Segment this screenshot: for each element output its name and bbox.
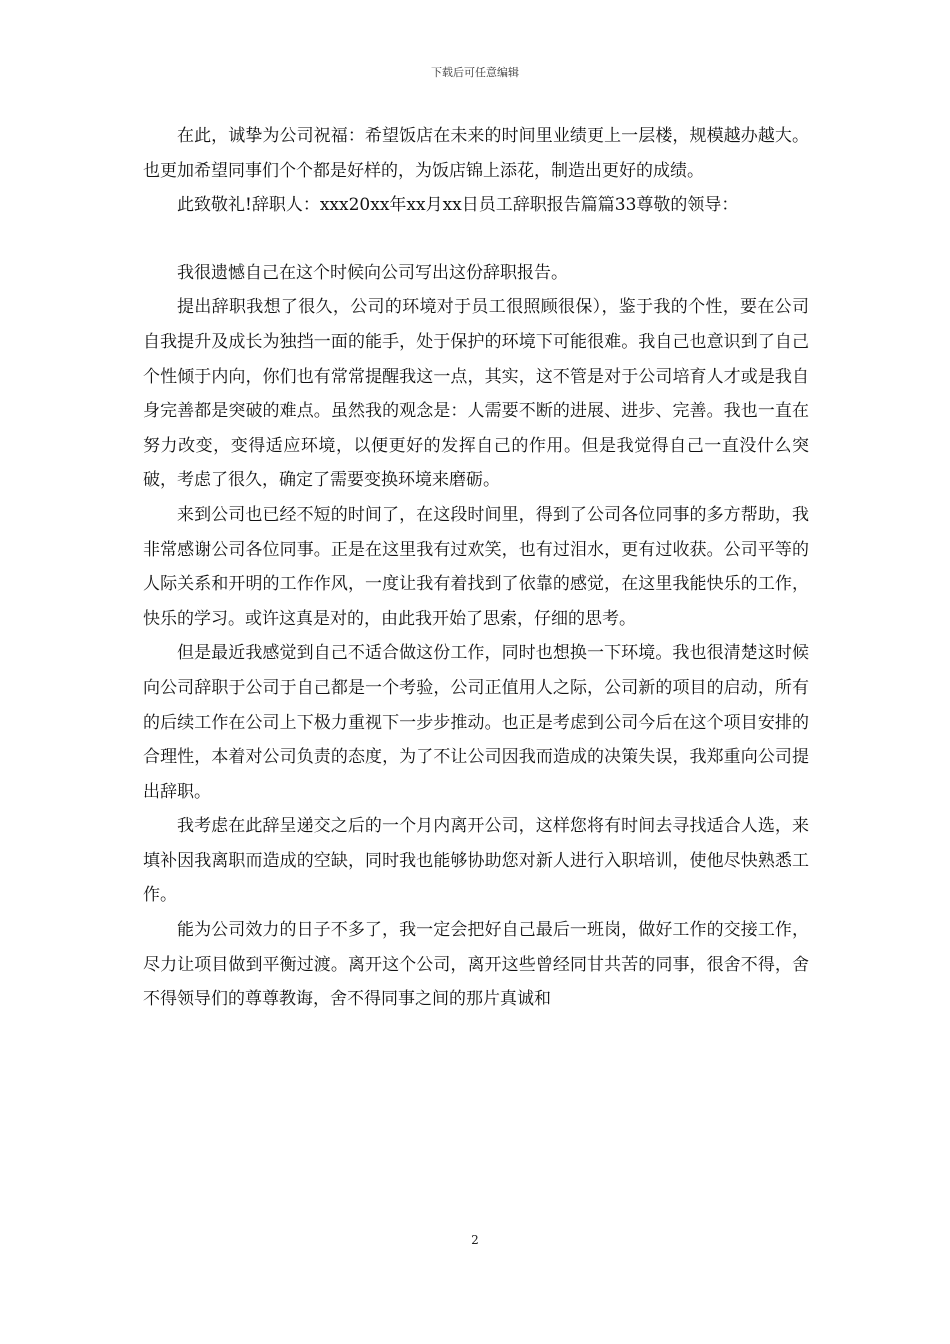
document-body <box>143 119 809 1017</box>
paragraph-blessing: 在此，诚挚为公司祝福：希望饭店在未来的时间里业绩更上一层楼，规模越办越大。也更加希望同事们个个都是好样的，为饭店锦上添花，制造出更好的成绩。 <box>143 126 809 181</box>
page-header: 下载后可任意编辑 <box>431 66 519 79</box>
paragraph-decision: 但是最近我感觉到自己不适合做这份工作，同时也想换一下环境。我也很清楚这时候向公司辞职于公司于自己都是一个考验，公司正值用人之际，公司新的项目的启动，所有的后续工作在公司上下极力重视下一步步推动。也正是考虑到公司今后在这个项目安排的合理性，本着对公司负责的态度，为了不让公司因我而造成的决策失误，我郑重向公司提出辞职。 <box>143 643 809 802</box>
paragraph-reason: 提出辞职我想了很久，公司的环境对于员工很照顾很保），鉴于我的个性，要在公司自我提升及成长为独挡一面的能手，处于保护的环境下可能很难。我自己也意识到了自己个性倾于内向，你们也有常常提醒我这一点，其实，这不管是对于公司培育人才或是我自身完善都是突破的难点。虽然我的观念是：人需要不断的进展、进步、完善。我也一直在努力改变，变得适应环境，以便更好的发挥自己的作用。但是我觉得自己一直没什么突破，考虑了很久，确定了需要变换环境来磨砺。 <box>143 297 809 491</box>
paragraph-closing-salutation: 此致敬礼!辞职人：xxx20xx年xx月xx日员工辞职报告篇篇33尊敬的领导： <box>177 195 739 216</box>
page-number: 2 <box>471 1233 479 1247</box>
paragraph-notice-period: 我考虑在此辞呈递交之后的一个月内离开公司，这样您将有时间去寻找适合人选，来填补因我离职而造成的空缺，同时我也能够协助您对新人进行入职培训，使他尽快熟悉工作。 <box>143 816 809 906</box>
paragraph-regret: 我很遗憾自己在这个时候向公司写出这份辞职报告。 <box>177 262 568 283</box>
paragraph-gratitude: 来到公司也已经不短的时间了，在这段时间里，得到了公司各位同事的多方帮助，我非常感谢公司各位同事。正是在这里我有过欢笑，也有过泪水，更有过收获。公司平等的人际关系和开明的工作作风，一度让我有着找到了依靠的感觉，在这里我能快乐的工作，快乐的学习。或许这真是对的，由此我开始了思索，仔细的思考。 <box>143 504 809 629</box>
paragraph-handover: 能为公司效力的日子不多了，我一定会把好自己最后一班岗，做好工作的交接工作，尽力让项目做到平衡过渡。离开这个公司，离开这些曾经同甘共苦的同事，很舍不得，舍不得领导们的尊尊教诲，舍不得同事之间的那片真诚和 <box>143 920 809 1010</box>
